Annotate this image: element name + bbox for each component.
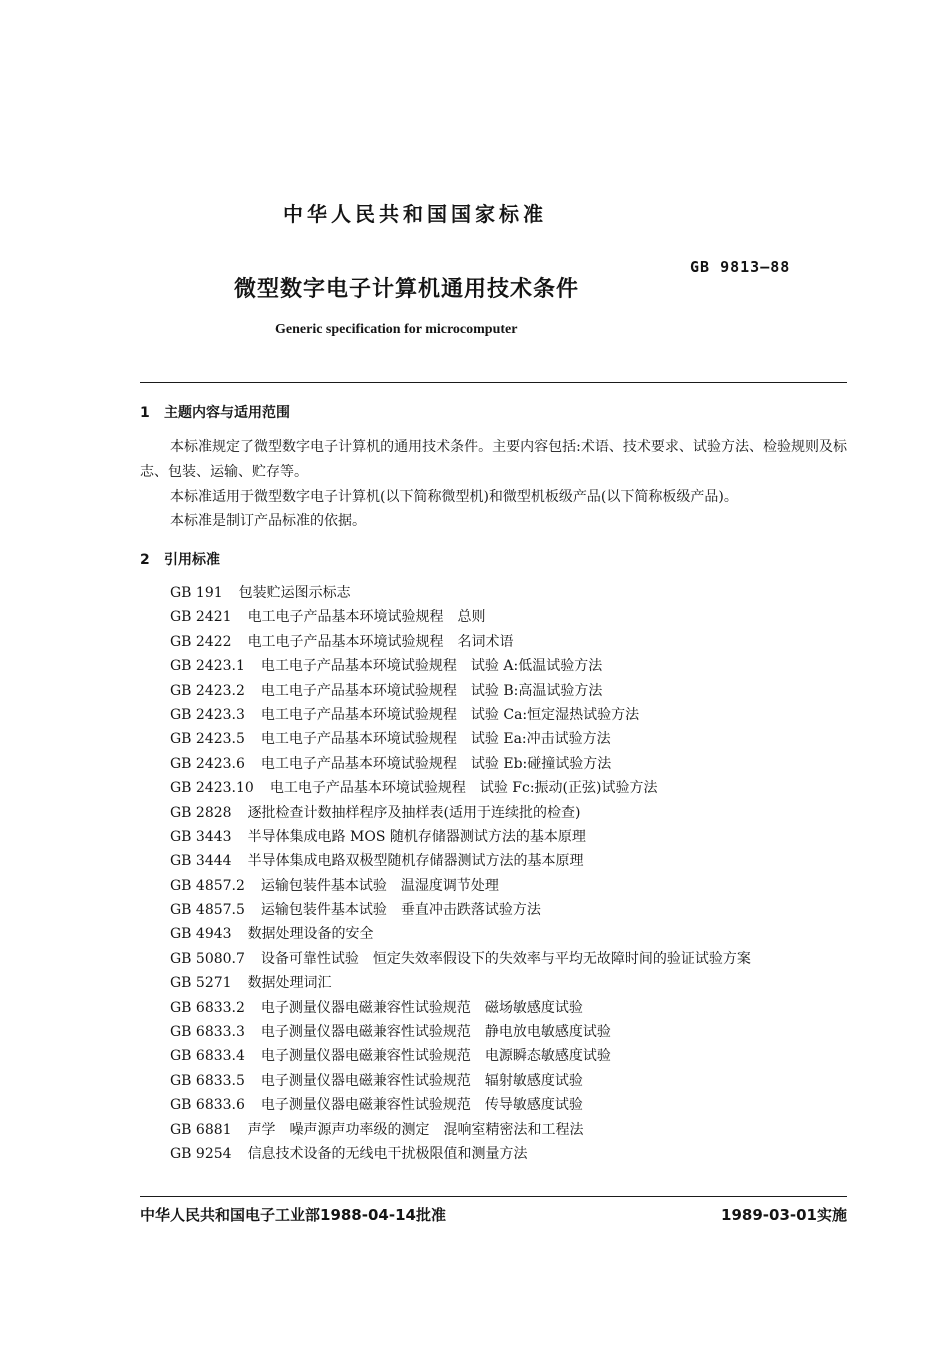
reference-item [170, 801, 751, 825]
reference-code: GB 6833.3 [170, 1024, 245, 1041]
document-title: 微型数字电子计算机通用技术条件 [234, 277, 580, 302]
reference-code: GB 4857.2 [170, 877, 245, 894]
reference-title: 逐批检查计数抽样程序及抽样表(适用于连续批的检查) [247, 804, 581, 821]
section-1-paragraph: 本标准是制订产品标准的依据。 [170, 513, 366, 529]
reference-item [170, 947, 751, 971]
reference-item [170, 1093, 751, 1117]
reference-title: 运输包装件基本试验 温湿度调节处理 [260, 877, 499, 894]
reference-title: 电工电子产品基本环境试验规程 试验 Fc:振动(正弦)试验方法 [269, 780, 658, 797]
reference-code: GB 2423.1 [170, 658, 245, 675]
reference-title: 电工电子产品基本环境试验规程 试验 B:高温试验方法 [260, 682, 603, 699]
reference-title: 电工电子产品基本环境试验规程 试验 Ca:恒定湿热试验方法 [260, 706, 640, 723]
reference-title: 数据处理词汇 [247, 975, 332, 992]
reference-title: 设备可靠性试验 恒定失效率假设下的失效率与平均无故障时间的验证试验方案 [260, 950, 751, 967]
reference-list [170, 581, 751, 1166]
reference-code: GB 3444 [170, 853, 232, 870]
reference-code: GB 6833.4 [170, 1048, 245, 1065]
reference-code: GB 2423.6 [170, 755, 245, 772]
reference-code: GB 4857.5 [170, 902, 245, 919]
reference-item [170, 703, 751, 727]
reference-code: GB 6833.5 [170, 1072, 245, 1089]
reference-item [170, 825, 751, 849]
section-2-title: 引用标准 [164, 552, 220, 568]
reference-item [170, 971, 751, 995]
reference-item [170, 605, 751, 629]
reference-item [170, 1118, 751, 1142]
reference-item [170, 581, 751, 605]
reference-title: 半导体集成电路 MOS 随机存储器测试方法的基本原理 [247, 828, 586, 845]
reference-item [170, 679, 751, 703]
reference-item [170, 776, 751, 800]
reference-title: 半导体集成电路双极型随机存储器测试方法的基本原理 [247, 853, 584, 870]
reference-title: 电子测量仪器电磁兼容性试验规范 磁场敏感度试验 [260, 999, 583, 1016]
reference-code: GB 2421 [170, 609, 232, 626]
reference-item [170, 849, 751, 873]
reference-code: GB 3443 [170, 828, 232, 845]
reference-item [170, 874, 751, 898]
footer-divider [140, 1196, 847, 1197]
reference-title: 电工电子产品基本环境试验规程 试验 Ea:冲击试验方法 [260, 731, 611, 748]
reference-item [170, 727, 751, 751]
section-1-number: 1 [140, 405, 150, 421]
section-1-paragraph: 本标准规定了微型数字电子计算机的通用技术条件。主要内容包括:术语、技术要求、试验方法、检验规则及标志、包装、运输、贮存等。 [140, 439, 847, 480]
standard-number: GB 9813—88 [690, 258, 791, 276]
reference-code: GB 2423.3 [170, 706, 245, 723]
reference-code: GB 6833.2 [170, 999, 245, 1016]
reference-title: 电工电子产品基本环境试验规程 试验 Eb:碰撞试验方法 [260, 755, 612, 772]
section-1-title: 主题内容与适用范围 [164, 405, 290, 421]
reference-title: 电子测量仪器电磁兼容性试验规范 电源瞬态敏感度试验 [260, 1048, 611, 1065]
reference-code: GB 2828 [170, 804, 232, 821]
national-standard-heading: 中华人民共和国国家标准 [283, 202, 547, 226]
section-1-heading [140, 402, 290, 422]
reference-title: 电子测量仪器电磁兼容性试验规范 静电放电敏感度试验 [260, 1024, 611, 1041]
reference-item [170, 752, 751, 776]
reference-code: GB 6881 [170, 1121, 232, 1138]
reference-item [170, 1069, 751, 1093]
reference-item [170, 898, 751, 922]
section-1-paragraph: 本标准适用于微型数字电子计算机(以下简称微型机)和微型机板级产品(以下简称板级产品)。 [170, 489, 738, 505]
reference-code: GB 2423.10 [170, 780, 254, 797]
reference-title: 包装贮运图示标志 [238, 585, 351, 601]
reference-code: GB 5080.7 [170, 950, 245, 967]
top-divider [140, 382, 847, 383]
reference-item [170, 1142, 751, 1166]
reference-title: 电工电子产品基本环境试验规程 总则 [247, 609, 486, 626]
reference-item [170, 654, 751, 678]
reference-item [170, 630, 751, 654]
reference-item [170, 1044, 751, 1068]
implementation-date: 1989-03-01实施 [721, 1206, 847, 1224]
reference-title: 电子测量仪器电磁兼容性试验规范 传导敏感度试验 [260, 1097, 583, 1114]
reference-code: GB 191 [170, 585, 223, 601]
reference-title: 声学 噪声源声功率级的测定 混响室精密法和工程法 [247, 1121, 584, 1138]
section-2-heading [140, 549, 220, 569]
document-title-english: Generic specification for microcomputer [275, 322, 518, 337]
section-2-number: 2 [140, 552, 150, 568]
reference-code: GB 2423.2 [170, 682, 245, 699]
reference-title: 电工电子产品基本环境试验规程 名词术语 [247, 633, 514, 650]
reference-code: GB 4943 [170, 926, 232, 943]
reference-code: GB 6833.6 [170, 1097, 245, 1114]
reference-item [170, 1020, 751, 1044]
reference-title: 电工电子产品基本环境试验规程 试验 A:低温试验方法 [260, 658, 603, 675]
approval-statement: 中华人民共和国电子工业部1988-04-14批准 [140, 1206, 446, 1224]
reference-code: GB 9254 [170, 1145, 232, 1162]
reference-title: 信息技术设备的无线电干扰极限值和测量方法 [247, 1145, 528, 1162]
reference-code: GB 2422 [170, 633, 232, 650]
reference-title: 运输包装件基本试验 垂直冲击跌落试验方法 [260, 902, 541, 919]
reference-title: 数据处理设备的安全 [247, 926, 374, 943]
reference-item [170, 922, 751, 946]
reference-code: GB 5271 [170, 975, 232, 992]
reference-item [170, 996, 751, 1020]
reference-code: GB 2423.5 [170, 731, 245, 748]
reference-title: 电子测量仪器电磁兼容性试验规范 辐射敏感度试验 [260, 1072, 583, 1089]
